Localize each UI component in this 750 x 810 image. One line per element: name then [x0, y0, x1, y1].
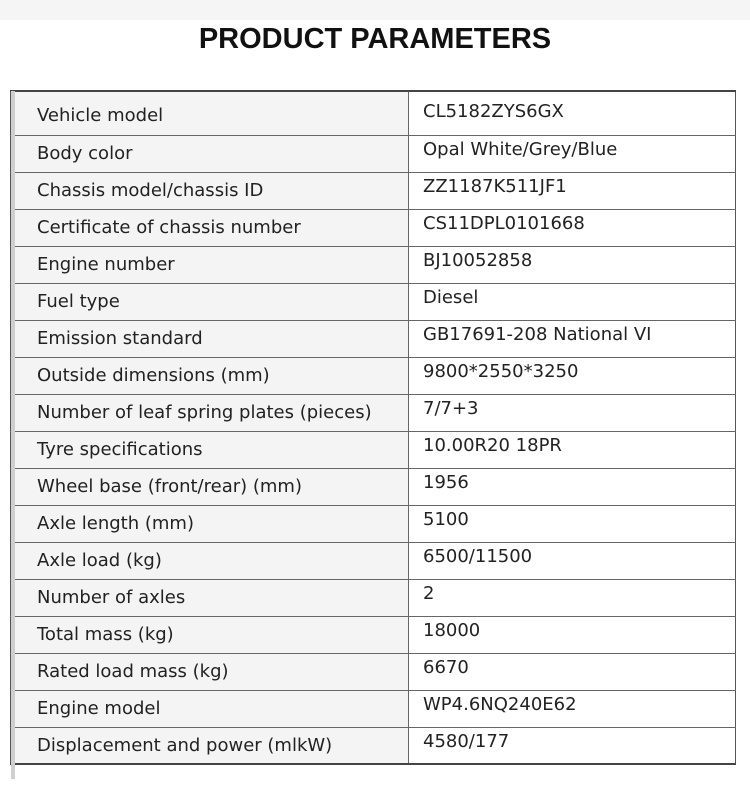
- parameter-label: Number of leaf spring plates (pieces): [11, 394, 409, 431]
- parameter-value: 18000: [409, 616, 736, 653]
- parameter-label: Total mass (kg): [11, 616, 409, 653]
- table-row: [11, 357, 736, 394]
- parameter-value: ZZ1187K511JF1: [409, 172, 736, 209]
- table-row: [11, 209, 736, 246]
- parameter-label: Fuel type: [11, 283, 409, 320]
- parameter-value: BJ10052858: [409, 246, 736, 283]
- parameter-value: WP4.6NQ240E62: [409, 690, 736, 727]
- parameter-label: Axle length (mm): [11, 505, 409, 542]
- table-row: [11, 505, 736, 542]
- parameters-table: [10, 90, 736, 765]
- parameter-value: 1956: [409, 468, 736, 505]
- table-row: [11, 172, 736, 209]
- parameter-label: Certificate of chassis number: [11, 209, 409, 246]
- parameter-label: Chassis model/chassis ID: [11, 172, 409, 209]
- parameter-label: Engine number: [11, 246, 409, 283]
- parameter-label: Axle load (kg): [11, 542, 409, 579]
- parameter-label: Displacement and power (mlkW): [11, 727, 409, 764]
- parameter-label: Number of axles: [11, 579, 409, 616]
- parameter-value: CL5182ZYS6GX: [409, 91, 736, 135]
- parameter-label: Tyre specifications: [11, 431, 409, 468]
- table-row: [11, 431, 736, 468]
- parameter-value: GB17691-208 National VI: [409, 320, 736, 357]
- parameters-table-body: [11, 91, 736, 764]
- parameter-label: Wheel base (front/rear) (mm): [11, 468, 409, 505]
- parameter-label: Vehicle model: [11, 91, 409, 135]
- parameter-value: 2: [409, 579, 736, 616]
- parameter-value: 6500/11500: [409, 542, 736, 579]
- parameter-value: 5100: [409, 505, 736, 542]
- table-row: [11, 579, 736, 616]
- table-row: [11, 727, 736, 764]
- parameter-value: 7/7+3: [409, 394, 736, 431]
- parameter-value: 9800*2550*3250: [409, 357, 736, 394]
- parameter-value: Diesel: [409, 283, 736, 320]
- table-row: [11, 135, 736, 172]
- table-row: [11, 320, 736, 357]
- table-row: [11, 246, 736, 283]
- top-band: [0, 0, 750, 20]
- table-row: [11, 690, 736, 727]
- parameter-value: 6670: [409, 653, 736, 690]
- table-left-shade: [11, 91, 15, 779]
- parameter-value: 4580/177: [409, 727, 736, 764]
- table-row: [11, 91, 736, 135]
- table-row: [11, 468, 736, 505]
- table-row: [11, 283, 736, 320]
- parameter-value: 10.00R20 18PR: [409, 431, 736, 468]
- page-title: PRODUCT PARAMETERS: [198, 23, 552, 55]
- table-row: [11, 542, 736, 579]
- parameter-label: Outside dimensions (mm): [11, 357, 409, 394]
- parameter-value: CS11DPL0101668: [409, 209, 736, 246]
- table-row: [11, 394, 736, 431]
- table-row: [11, 653, 736, 690]
- parameter-label: Engine model: [11, 690, 409, 727]
- parameter-label: Rated load mass (kg): [11, 653, 409, 690]
- parameter-value: Opal White/Grey/Blue: [409, 135, 736, 172]
- parameter-label: Emission standard: [11, 320, 409, 357]
- parameter-label: Body color: [11, 135, 409, 172]
- table-row: [11, 616, 736, 653]
